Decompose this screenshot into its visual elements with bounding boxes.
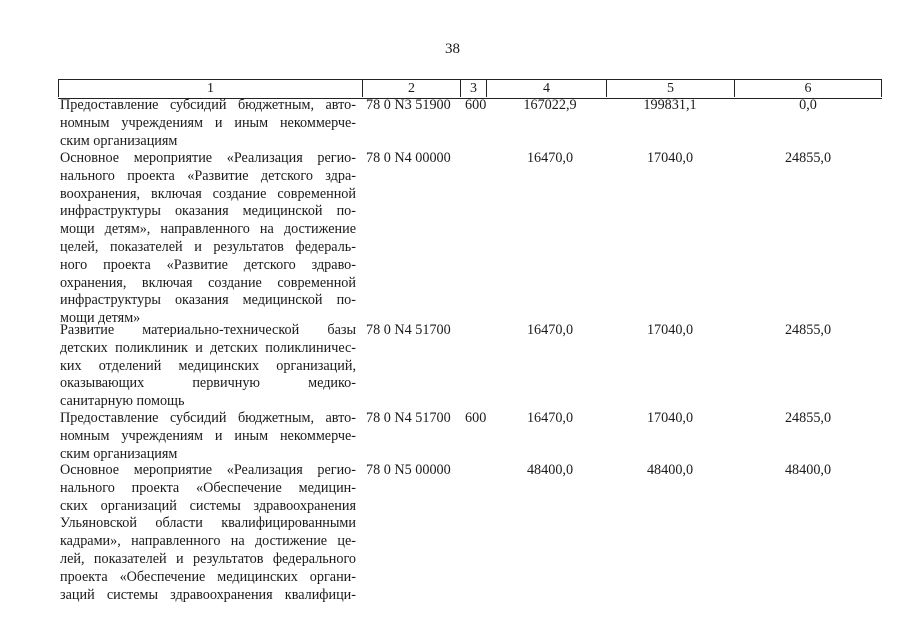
description-line: ских организаций системы здравоохранения: [60, 497, 356, 514]
description-line: ких отделений медицинских организаций,: [60, 357, 356, 374]
description-line: кадрами», направленного на достижение це-: [60, 533, 356, 550]
description-line: Развитие материально-технической базы: [60, 322, 356, 338]
description-line: проекта «Обеспечение медицинских органи-: [60, 568, 356, 585]
row-value-4: 48400,0: [526, 462, 574, 478]
row-value-4: 16470,0: [526, 410, 574, 426]
row-value-5: 199831,1: [643, 97, 697, 113]
description-line: лей, показателей и результатов федерального: [60, 550, 356, 567]
row-code: 78 0 N4 51700: [366, 410, 451, 426]
description-line: детских поликлиник и детских поликлиничес-: [60, 339, 356, 356]
column-header-6: 6: [734, 80, 882, 97]
description-line: санитарную помощь: [60, 393, 185, 410]
row-value-6: 24855,0: [784, 410, 832, 426]
description-line: целей, показателей и результатов федераль-: [60, 238, 356, 255]
column-header-2: 2: [362, 80, 460, 97]
row-value-6: 24855,0: [784, 322, 832, 338]
row-description: [60, 150, 356, 328]
row-description: [60, 322, 356, 411]
page-number: 38: [445, 41, 460, 57]
description-line: мощи детям»: [60, 310, 141, 327]
row-code: 78 0 N5 00000: [366, 462, 451, 478]
description-line: Ульяновской области квалифицированными: [60, 515, 356, 532]
description-line: ским организациям: [60, 132, 178, 149]
row-value-4: 167022,9: [523, 97, 577, 113]
description-line: Основное мероприятие «Реализация регио-: [60, 150, 356, 166]
row-description: [60, 462, 356, 604]
row-description: [60, 97, 356, 150]
description-line: номным учреждениям и иным некоммерче-: [60, 114, 356, 131]
row-value-6: 0,0: [799, 97, 817, 113]
row-value-5: 48400,0: [646, 462, 694, 478]
column-header-5: 5: [606, 80, 734, 97]
row-code: 78 0 N4 51700: [366, 322, 451, 338]
table-header-row: [58, 79, 882, 99]
description-line: нального проекта «Обеспечение медицин-: [60, 479, 356, 496]
description-line: инфраструктуры оказания медицинской по-: [60, 203, 356, 220]
row-value-5: 17040,0: [646, 150, 694, 166]
row-value-5: 17040,0: [646, 410, 694, 426]
row-expense-type: 600: [465, 410, 487, 426]
column-header-1: 1: [58, 80, 362, 97]
description-line: Основное мероприятие «Реализация регио-: [60, 462, 356, 478]
row-description: [60, 410, 356, 463]
row-value-4: 16470,0: [526, 150, 574, 166]
row-value-5: 17040,0: [646, 322, 694, 338]
description-line: Предоставление субсидий бюджетным, авто-: [60, 410, 356, 426]
description-line: ного проекта «Развитие детского здраво-: [60, 256, 356, 273]
row-value-6: 24855,0: [784, 150, 832, 166]
description-line: воохранения, включая создание современной: [60, 185, 356, 202]
description-line: инфраструктуры оказания медицинской по-: [60, 292, 356, 309]
row-code: 78 0 N3 51900: [366, 97, 451, 113]
column-header-3: 3: [460, 80, 486, 97]
row-value-4: 16470,0: [526, 322, 574, 338]
description-line: заций системы здравоохранения квалифици-: [60, 586, 356, 603]
row-code: 78 0 N4 00000: [366, 150, 451, 166]
description-line: оказывающих первичную медико-: [60, 375, 356, 392]
column-header-4: 4: [486, 80, 606, 97]
row-expense-type: 600: [465, 97, 487, 113]
description-line: номным учреждениям и иным некоммерче-: [60, 427, 356, 444]
description-line: нального проекта «Развитие детского здра-: [60, 167, 356, 184]
description-line: ским организациям: [60, 445, 178, 462]
description-line: охранения, включая создание современной: [60, 274, 356, 291]
description-line: Предоставление субсидий бюджетным, авто-: [60, 97, 356, 113]
description-line: мощи детям», направленного на достижение: [60, 221, 356, 238]
row-value-6: 48400,0: [784, 462, 832, 478]
